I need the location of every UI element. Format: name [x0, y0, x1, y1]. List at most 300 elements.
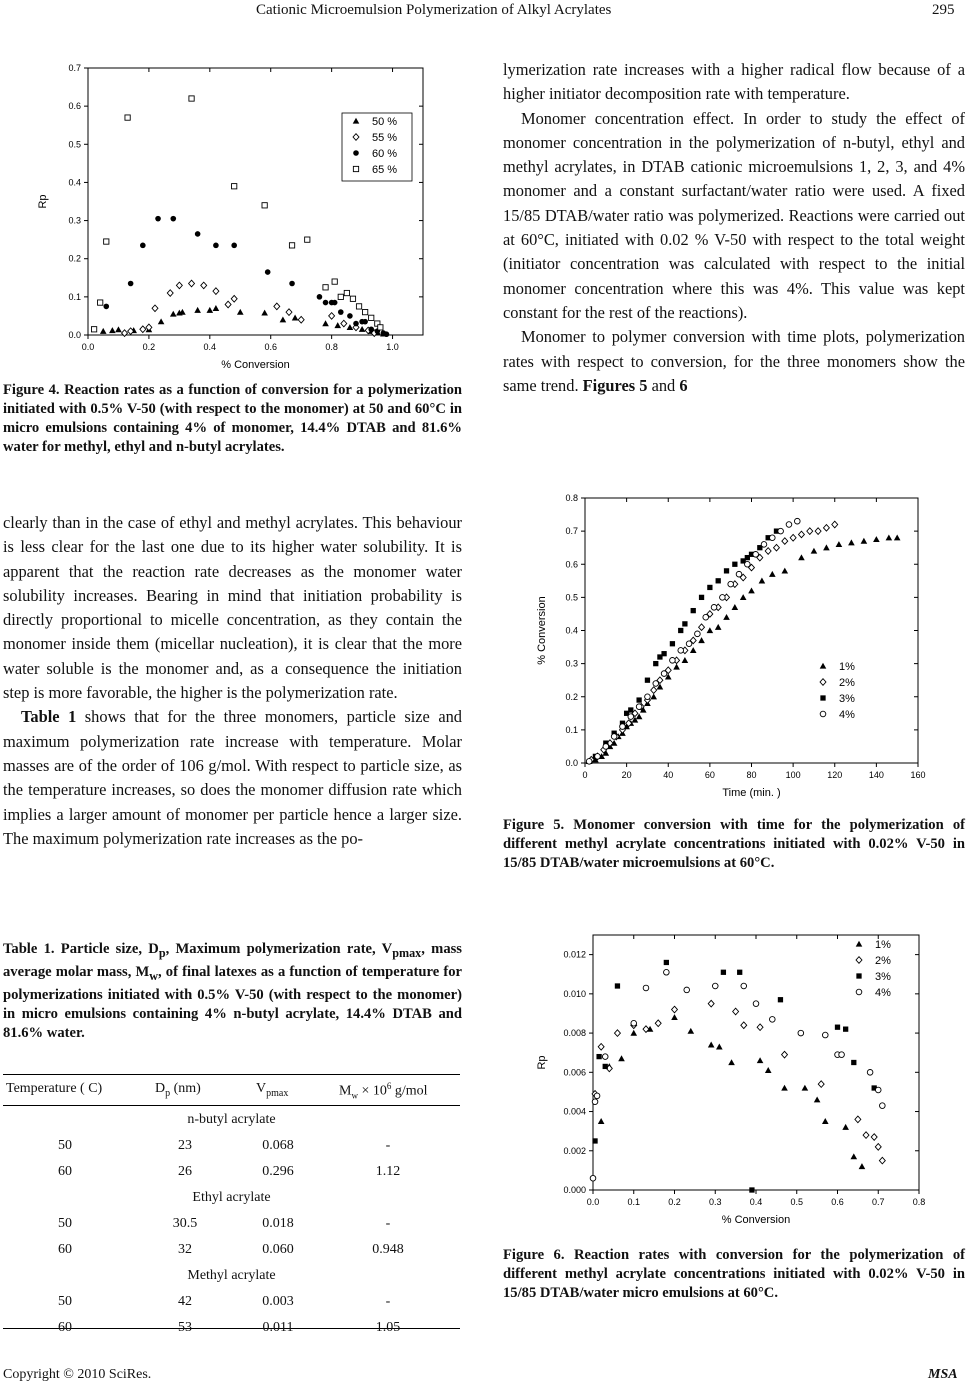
- data-point: [213, 288, 219, 295]
- data-point: [280, 316, 287, 322]
- data-point: [740, 594, 747, 600]
- data-point: [715, 624, 722, 630]
- x-tick-label: 140: [868, 770, 884, 780]
- data-point: [757, 1057, 764, 1063]
- data-point: [690, 647, 697, 653]
- figure-5-caption: Figure 5. Monomer conversion with time for the polymerization of different methyl acrylate concentrations initiated with 0.02% V-50 in 15/85 DTAB/water microemulsions at 60°C.: [503, 817, 965, 871]
- data-point: [194, 307, 201, 313]
- data-point: [636, 704, 642, 710]
- data-point: [708, 1000, 714, 1007]
- data-point: [332, 279, 337, 284]
- y-tick-label: 0.006: [563, 1067, 586, 1078]
- data-point: [859, 1163, 866, 1169]
- legend-marker: [353, 166, 358, 171]
- data-point: [614, 1030, 620, 1037]
- y-axis-label: % Conversion: [536, 596, 548, 665]
- data-point: [712, 983, 718, 989]
- data-point: [664, 969, 670, 975]
- data-point: [146, 324, 152, 331]
- table1-reference: Table 1: [21, 707, 77, 727]
- data-point: [596, 1054, 601, 1059]
- data-point: [369, 315, 374, 320]
- data-point: [265, 269, 271, 275]
- data-point: [125, 115, 130, 120]
- table-cell: 26: [178, 1164, 192, 1179]
- data-point: [673, 664, 680, 670]
- data-point: [338, 294, 343, 299]
- data-point: [875, 1144, 881, 1151]
- x-tick-label: 0.6: [831, 1197, 844, 1207]
- table-cell: 0.068: [262, 1138, 294, 1153]
- x-tick-label: 100: [785, 770, 801, 780]
- data-point: [590, 1175, 596, 1181]
- table-1: [3, 1074, 460, 1335]
- data-point: [615, 983, 620, 988]
- left-column-text: [3, 511, 462, 851]
- y-tick-label: 0.002: [563, 1145, 586, 1156]
- header-mw: $M_w \times 10^6$ g/mol: [339, 1081, 428, 1101]
- legend-marker: [856, 989, 862, 995]
- series-2: [103, 216, 389, 337]
- table-cell: 1.12: [375, 1164, 401, 1179]
- data-point: [350, 296, 355, 301]
- data-point: [781, 1085, 788, 1091]
- data-point: [769, 1017, 775, 1023]
- data-point: [770, 535, 776, 541]
- header-particle-size: $D_p$ (nm): [155, 1081, 201, 1099]
- data-point: [189, 96, 194, 101]
- x-tick-label: 0.4: [203, 342, 217, 352]
- data-point: [323, 300, 329, 306]
- x-tick-label: 0.2: [142, 342, 156, 352]
- data-point: [261, 310, 268, 316]
- x-tick-label: 120: [827, 770, 843, 780]
- data-point: [155, 216, 161, 222]
- data-point: [691, 608, 696, 613]
- page-number: 295: [932, 2, 955, 18]
- data-point: [720, 595, 726, 601]
- data-point: [759, 578, 766, 584]
- table-cell: 0.060: [262, 1242, 294, 1257]
- data-point: [798, 554, 805, 560]
- y-tick-label: 0.2: [68, 253, 81, 264]
- data-point: [611, 734, 617, 740]
- legend-label: 1%: [875, 939, 891, 951]
- data-point: [753, 552, 759, 558]
- footer-copyright: Copyright © 2010 SciRes.: [3, 1367, 152, 1382]
- x-tick-label: 20: [621, 770, 632, 780]
- data-point: [707, 585, 712, 590]
- data-point: [103, 304, 109, 310]
- x-axis-label: % Conversion: [221, 359, 290, 371]
- data-point: [851, 1060, 856, 1065]
- data-point: [822, 1118, 829, 1124]
- y-tick-label: 0.1: [565, 724, 578, 735]
- data-point: [748, 587, 755, 593]
- legend-label: 4%: [875, 987, 891, 999]
- data-point: [594, 1093, 600, 1099]
- legend-marker: [820, 663, 827, 669]
- data-point: [769, 571, 776, 577]
- data-point: [798, 531, 804, 538]
- x-tick-label: 0.2: [668, 1197, 681, 1207]
- data-point: [189, 280, 195, 287]
- data-point: [786, 522, 792, 528]
- data-point: [207, 307, 214, 313]
- data-point: [298, 316, 304, 323]
- x-tick-label: 80: [746, 770, 757, 780]
- data-point: [661, 671, 667, 677]
- y-axis-label: Rp: [37, 194, 49, 209]
- table-cell: 30.5: [172, 1216, 198, 1231]
- data-point: [724, 568, 729, 573]
- x-tick-label: 40: [663, 770, 674, 780]
- legend: [342, 113, 412, 181]
- data-point: [737, 970, 742, 975]
- data-point: [721, 970, 726, 975]
- data-point: [628, 707, 633, 712]
- data-point: [863, 1132, 869, 1139]
- data-point: [104, 239, 109, 244]
- data-point: [835, 1025, 840, 1030]
- data-point: [631, 1020, 637, 1026]
- legend-marker: [353, 150, 359, 156]
- data-point: [650, 693, 657, 699]
- data-point: [341, 320, 347, 327]
- data-point: [875, 1087, 881, 1093]
- data-point: [879, 1157, 885, 1164]
- data-point: [871, 1134, 877, 1141]
- paragraph-monomer-concentration: Monomer concentration effect. In order to study the effect of monomer concentration in the polymerization of n-butyl, ethyl and methyl acrylates, in DTAB cationic microemulsions 1, 2, 3, and 4% monomer and a constant surfactant/water ratio were used. A fixed 15/85 DTAB/water ratio was polymerized. Reactions were carried out at 60°C, initiated with 0.02 % V-50 with respect to the total weight (initiator concentration was calculated with respect to the initial monomer concentration where this was 4%. This value was kept constant for the rest of the reactions).: [503, 108, 965, 322]
- data-point: [684, 987, 690, 993]
- table-cell: 1.05: [375, 1320, 401, 1335]
- table-cell: 0.948: [372, 1242, 404, 1257]
- data-point: [653, 661, 658, 666]
- y-tick-label: 0.7: [68, 63, 81, 73]
- data-point: [782, 1051, 788, 1058]
- data-point: [765, 548, 771, 555]
- x-tick-label: 0.0: [586, 1197, 600, 1207]
- data-point: [292, 315, 299, 321]
- table-body: [3, 1106, 460, 1335]
- table-cell: 42: [178, 1294, 192, 1309]
- data-point: [332, 300, 338, 306]
- figure-5-caption-block: [503, 816, 965, 873]
- data-point: [289, 281, 295, 287]
- table-group-heading: Methyl acrylate: [187, 1268, 276, 1283]
- data-point: [749, 1187, 754, 1192]
- y-tick-label: 0.3: [565, 658, 578, 669]
- data-point: [707, 627, 714, 633]
- data-point: [317, 294, 323, 300]
- data-point: [322, 320, 329, 326]
- y-tick-label: 0.0: [565, 758, 578, 768]
- legend-label: 1%: [839, 661, 855, 673]
- data-point: [286, 309, 292, 316]
- y-tick-label: 0.2: [565, 691, 578, 702]
- data-point: [708, 1042, 715, 1048]
- x-tick-label: 0.3: [708, 1197, 722, 1207]
- footer-journal: MSA: [928, 1367, 958, 1382]
- y-tick-label: 0.3: [68, 215, 81, 226]
- data-point: [716, 578, 721, 583]
- data-point: [670, 641, 675, 646]
- data-point: [262, 203, 267, 208]
- figure-4-chart: [30, 58, 440, 380]
- data-point: [630, 1030, 637, 1036]
- plot-frame: [88, 68, 423, 335]
- legend-label: 2%: [875, 955, 891, 967]
- data-point: [305, 237, 310, 242]
- data-point: [603, 1064, 608, 1069]
- table-row: [3, 1294, 460, 1316]
- data-point: [213, 243, 219, 249]
- data-point: [699, 624, 705, 631]
- data-point: [128, 281, 134, 287]
- y-tick-label: 0.6: [68, 101, 81, 112]
- table-cell: 60: [58, 1320, 72, 1335]
- table-cell: -: [385, 1216, 391, 1231]
- data-point: [592, 1138, 597, 1143]
- data-point: [91, 327, 96, 332]
- data-point: [814, 1096, 821, 1102]
- data-point: [843, 1027, 848, 1032]
- legend-label: 60 %: [372, 148, 398, 160]
- data-point: [213, 305, 220, 311]
- data-point: [592, 1099, 598, 1105]
- y-tick-label: 0.0: [68, 330, 81, 340]
- figure-6-caption-block: [503, 1246, 965, 1303]
- data-point: [782, 568, 789, 574]
- data-point: [839, 1052, 845, 1058]
- table-cell: 50: [58, 1216, 72, 1231]
- figure-4-caption: Figure 4. Reaction rates as a function of conversion for a polymerization initiated with 0.5% V-50 (with respect to the monomer) at 50 and 60°C in micro emulsions containing 4% of monomer, 14.4% DTAB and 81.6% water for methyl, ethyl and n-butyl acrylates.: [3, 382, 462, 455]
- data-point: [628, 714, 634, 720]
- figure-4-caption-block: [3, 381, 462, 457]
- y-tick-label: 0.5: [565, 592, 578, 603]
- data-point: [894, 534, 901, 540]
- legend-marker: [856, 941, 863, 947]
- x-tick-label: 1.0: [386, 342, 399, 352]
- data-point: [595, 754, 601, 760]
- data-point: [661, 651, 666, 656]
- table-1-caption-block: [3, 940, 462, 1043]
- data-point: [886, 534, 893, 540]
- y-tick-label: 0.4: [565, 625, 578, 636]
- data-point: [711, 605, 717, 611]
- data-point: [848, 539, 855, 545]
- data-point: [732, 562, 737, 567]
- data-point: [195, 231, 201, 237]
- data-point: [170, 216, 176, 222]
- table-group-heading: Ethyl acrylate: [192, 1190, 271, 1205]
- table-row: [3, 1320, 460, 1342]
- data-point: [678, 648, 684, 654]
- data-point: [176, 282, 182, 289]
- data-point: [836, 541, 843, 547]
- data-point: [334, 322, 341, 328]
- x-tick-label: 0: [582, 770, 588, 780]
- table-cell: 0.296: [262, 1164, 294, 1179]
- table-cell: 0.011: [262, 1320, 294, 1335]
- legend-marker: [820, 711, 826, 717]
- table-cell: 50: [58, 1138, 72, 1153]
- data-point: [598, 1118, 605, 1124]
- data-point: [695, 631, 701, 637]
- x-axis-label: % Conversion: [721, 1214, 791, 1226]
- data-point: [745, 561, 751, 567]
- data-point: [368, 326, 374, 332]
- legend-label: 3%: [839, 693, 855, 705]
- legend-marker: [856, 957, 862, 964]
- y-tick-label: 0.6: [565, 559, 578, 570]
- legend: [856, 939, 891, 999]
- data-point: [811, 548, 818, 554]
- table-cell: 32: [178, 1242, 192, 1257]
- data-point: [815, 528, 821, 535]
- data-point: [274, 303, 280, 310]
- figures-5-reference: Figures 5: [582, 375, 648, 395]
- data-point: [699, 595, 704, 600]
- data-point: [645, 678, 650, 683]
- figure-6-caption: Figure 6. Reaction rates with conversion for the polymerization of different methyl acrylate concentrations initiated with 0.02% V-50 in 15/85 DTAB/water micro emulsions at 60°C.: [503, 1247, 965, 1301]
- data-point: [728, 581, 734, 587]
- x-tick-label: 60: [704, 770, 715, 780]
- header-temperature: Temperature ( C): [6, 1081, 103, 1096]
- data-point: [880, 1103, 886, 1109]
- series-0: [586, 534, 901, 764]
- x-tick-label: 0.5: [790, 1197, 804, 1207]
- legend-label: 2%: [839, 677, 855, 689]
- data-point: [356, 304, 361, 309]
- table-cell: 0.018: [262, 1216, 294, 1231]
- data-point: [672, 1006, 678, 1013]
- data-point: [671, 1014, 678, 1020]
- table-row: [3, 1164, 460, 1186]
- data-point: [723, 614, 730, 620]
- paragraph-conversion-trend: Monomer to polymer conversion with time plots, polymerization rates with respect to conversion, for the three monomers show the same trend. Figures 5 and 6: [503, 327, 965, 395]
- table-cell: 50: [58, 1294, 72, 1309]
- table-row: [3, 1138, 460, 1160]
- data-point: [344, 290, 349, 295]
- data-point: [598, 1044, 604, 1051]
- paragraph-table1-discussion: [3, 705, 462, 851]
- data-point: [231, 243, 237, 249]
- data-point: [109, 327, 116, 333]
- data-point: [851, 1153, 858, 1159]
- legend-label: 65 %: [372, 164, 398, 176]
- x-tick-label: 0.8: [325, 342, 338, 352]
- data-point: [823, 525, 829, 532]
- legend-marker: [820, 679, 826, 686]
- data-point: [802, 1085, 809, 1091]
- data-point: [664, 960, 669, 965]
- data-point: [716, 1044, 723, 1050]
- data-point: [140, 326, 146, 333]
- table-row: [3, 1216, 460, 1238]
- x-tick-label: 0.4: [749, 1197, 763, 1207]
- data-point: [603, 744, 609, 750]
- legend-marker: [820, 695, 825, 700]
- data-point: [682, 621, 687, 626]
- data-point: [232, 184, 237, 189]
- data-point: [873, 536, 880, 542]
- data-point: [225, 301, 231, 308]
- data-point: [167, 290, 173, 297]
- table-group-heading: n-butyl acrylate: [187, 1112, 276, 1127]
- legend-label: 55 %: [372, 132, 398, 144]
- header-vpmax: $V_{pmax}$: [256, 1081, 289, 1099]
- paragraph-solubility: clearly than in the case of ethyl and methyl acrylates. This behaviour is less clear for the last one due to its higher water solubility. It is apparent that the reaction rate decreases as the monomer water solubility increases. Bearing in mind that initiation probability is directly proportional to micelle concentration, as they contain the monomer inside them (micellar nucleation), it is clear that the more water soluble is the monomer and, as a consequence the initiation step is more favorable, the higher is the polymerization rate.: [3, 513, 462, 703]
- right-column-text: [503, 58, 965, 398]
- data-point: [757, 1024, 763, 1031]
- data-point: [655, 1020, 661, 1027]
- data-point: [733, 1008, 739, 1015]
- series-2: [592, 960, 876, 1193]
- data-point: [778, 997, 783, 1002]
- data-point: [682, 657, 689, 663]
- data-point: [823, 544, 830, 550]
- data-point: [867, 1070, 873, 1076]
- data-point: [237, 309, 244, 315]
- y-tick-label: 0.010: [563, 988, 586, 999]
- x-axis-label: Time (min. ): [722, 787, 781, 799]
- figure-6-chart: [527, 930, 937, 1238]
- y-axis-label: Rp: [536, 1055, 548, 1070]
- data-point: [353, 321, 359, 327]
- data-point: [347, 313, 353, 319]
- data-point: [362, 309, 367, 314]
- data-point: [158, 318, 165, 324]
- table-cell: -: [385, 1294, 391, 1309]
- data-point: [753, 1001, 759, 1007]
- table-cell: 53: [178, 1320, 192, 1335]
- data-point: [670, 658, 676, 664]
- table-row: [3, 1242, 460, 1264]
- data-point: [761, 542, 767, 548]
- x-tick-label: 160: [910, 770, 926, 780]
- table-cell: 60: [58, 1242, 72, 1257]
- data-point: [741, 983, 747, 989]
- y-tick-label: 0.012: [563, 949, 586, 960]
- data-point: [602, 1054, 608, 1060]
- y-tick-label: 0.004: [563, 1106, 586, 1117]
- data-point: [620, 724, 626, 730]
- legend-marker: [856, 973, 861, 978]
- data-point: [115, 326, 122, 332]
- data-point: [323, 285, 328, 290]
- series-3: [590, 969, 885, 1181]
- figure-6-reference: 6: [679, 375, 688, 395]
- data-point: [653, 681, 659, 687]
- data-point: [842, 1124, 849, 1130]
- table-cell: 60: [58, 1164, 72, 1179]
- data-point: [698, 637, 705, 643]
- data-point: [98, 300, 103, 305]
- data-point: [201, 282, 207, 289]
- y-tick-label: 0.5: [68, 139, 81, 150]
- data-point: [231, 295, 237, 302]
- y-tick-label: 0.1: [68, 291, 81, 302]
- table-1-caption: Table 1. Particle size, $D_p$, Maximum polymerization rate, $V_{pmax}$, mass average molar mass, $M_w$, of final latexes as a function of temperature for polymerizations initiated with 0.5% V-50 (with respect to the monomer) in micro emulsions containing 4% n-butyl acrylate, 14.4% DTAB and 81.6% water.: [3, 941, 462, 1041]
- table-cell: 0.003: [262, 1294, 294, 1309]
- y-tick-label: 0.008: [563, 1028, 586, 1039]
- x-tick-label: 0.8: [912, 1197, 926, 1207]
- legend-label: 50 %: [372, 116, 398, 128]
- legend-label: 4%: [839, 709, 855, 721]
- table-cell: -: [385, 1138, 391, 1153]
- data-point: [100, 328, 107, 334]
